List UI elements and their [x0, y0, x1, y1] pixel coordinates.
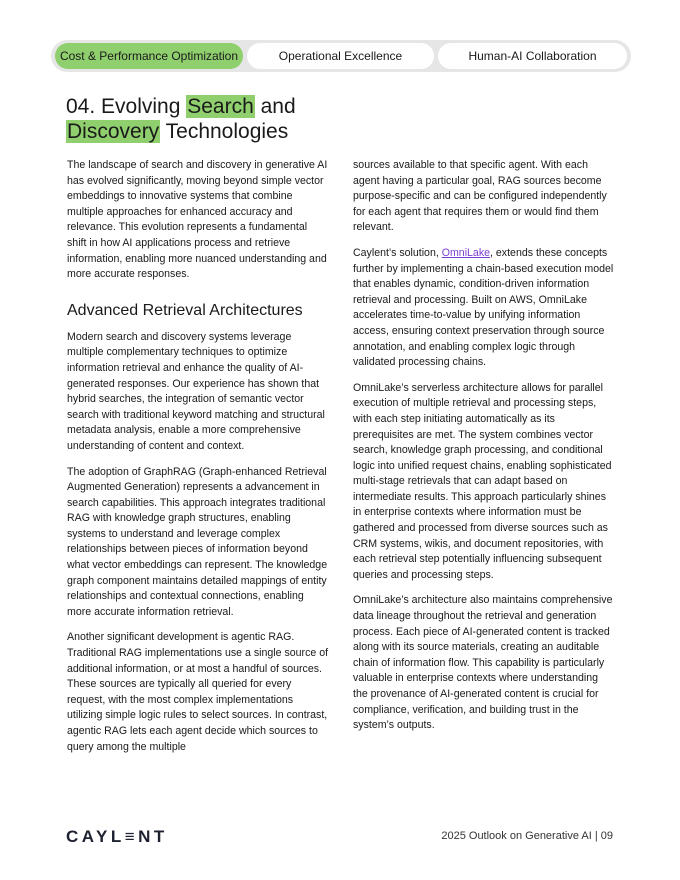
page-title: [66, 94, 326, 144]
omnilake-link[interactable]: OmniLake: [441, 246, 491, 259]
title-highlight-discovery: Discovery: [67, 120, 160, 143]
paragraph-agentic-rag-cont: sources available to that specific agent. With each agent having a particular goal, RAG sources become purpose-specific and can be configured independently for each agent that requires them or would find them relevant.: [353, 159, 607, 234]
section-tabs: [51, 40, 631, 72]
title-prefix: 04. Evolving: [66, 95, 187, 118]
title-suffix: Technologies: [160, 120, 289, 143]
intro-paragraph: The landscape of search and discovery in generative AI has evolved significantly, moving beyond simple vector embeddings to innovative systems that combine multiple approaches for enhanced accuracy and relevance. This evolution represents a fundamental shift in how AI applications process and retrieve information, enabling more nuanced understanding and more accurate responses.: [67, 159, 328, 281]
omnilake-intro: Caylent’s solution,: [353, 246, 442, 259]
paragraph-graphrag: The adoption of GraphRAG (Graph-enhanced Retrieval Augmented Generation) represents a advancement in search capabilities. This approach integrates traditional RAG with knowledge graph structures, enabling systems to understand and leverage complex relationships between pieces of information beyond what vector embeddings can represent. The knowledge graph component maintains detailed mappings of entity relationships and contextual connections, enabling more accurate information retrieval.: [67, 465, 328, 618]
right-column: [353, 158, 615, 744]
logo-e-glyph: ≡: [124, 827, 139, 846]
tab-cost-performance[interactable]: Cost & Performance Optimization: [55, 43, 243, 69]
paragraph-data-lineage: OmniLake’s architecture also maintains comprehensive data lineage throughout the retrieval and generation process. Each piece of AI-generated content is tracked along with its source materials, creating an auditable chain of information flow. This capability is particularly valuable in enterprise contexts where understanding the provenance of AI-generated content is crucial for compliance, verification, and building trust in the system’s outputs.: [353, 594, 613, 732]
paragraph-omnilake: [353, 246, 615, 371]
left-column: [67, 158, 329, 765]
tab-human-ai-collaboration[interactable]: Human-AI Collaboration: [438, 43, 627, 69]
title-highlight-search: Search: [187, 95, 254, 118]
caylent-logo: [66, 827, 168, 847]
footer-page-info: 2025 Outlook on Generative AI | 09: [441, 830, 613, 842]
paragraph-agentic-rag: Another significant development is agentic RAG. Traditional RAG implementations use a single source of additional information, or at most a handful of sources. These sources are typically all queried for every request, with the most complex implementations utilizing simple logic rules to select sources. In contrast, agentic RAG lets each agent decide which sources to query among the multiple: [67, 631, 329, 753]
paragraph-hybrid-search: Modern search and discovery systems leverage multiple complementary techniques to optimize information retrieval and enhance the quality of AI-generated responses. Our experience has shown that hybrid searches, the integration of semantic vector search with traditional keyword matching and structural metadata analysis, enable a more comprehensive understanding of content and context.: [67, 330, 325, 452]
paragraph-serverless: OmniLake’s serverless architecture allows for parallel execution of multiple retrieval and processing steps, with each step initiating automatically as its prerequisites are met. The system combines vector search, knowledge graph processing, and conditional logic into unified request chains, enabling sophisticated multi-stage retrievals that can adapt based on intermediate results. This approach particularly shines in enterprise contexts where information must be gathered and processed from diverse sources such as CRM systems, wikis, and document repositories, with each retrieval step potentially influencing subsequent queries and processing steps.: [353, 381, 612, 581]
tab-operational-excellence[interactable]: Operational Excellence: [247, 43, 434, 69]
omnilake-description: , extends these concepts further by implementing a chain-based execution model that enables dynamic, condition-driven information retrieval and processing. Built on AWS, OmniLake accelerates time-to-value by unifying information access, ensuring context preservation through source annotation, and enabling complex logic through validated processing chains.: [353, 246, 614, 369]
logo-text-start: CAYL: [66, 827, 125, 846]
title-mid: and: [254, 95, 296, 118]
section-heading: Advanced Retrieval Architectures: [67, 301, 303, 319]
logo-text-end: NT: [138, 827, 168, 846]
